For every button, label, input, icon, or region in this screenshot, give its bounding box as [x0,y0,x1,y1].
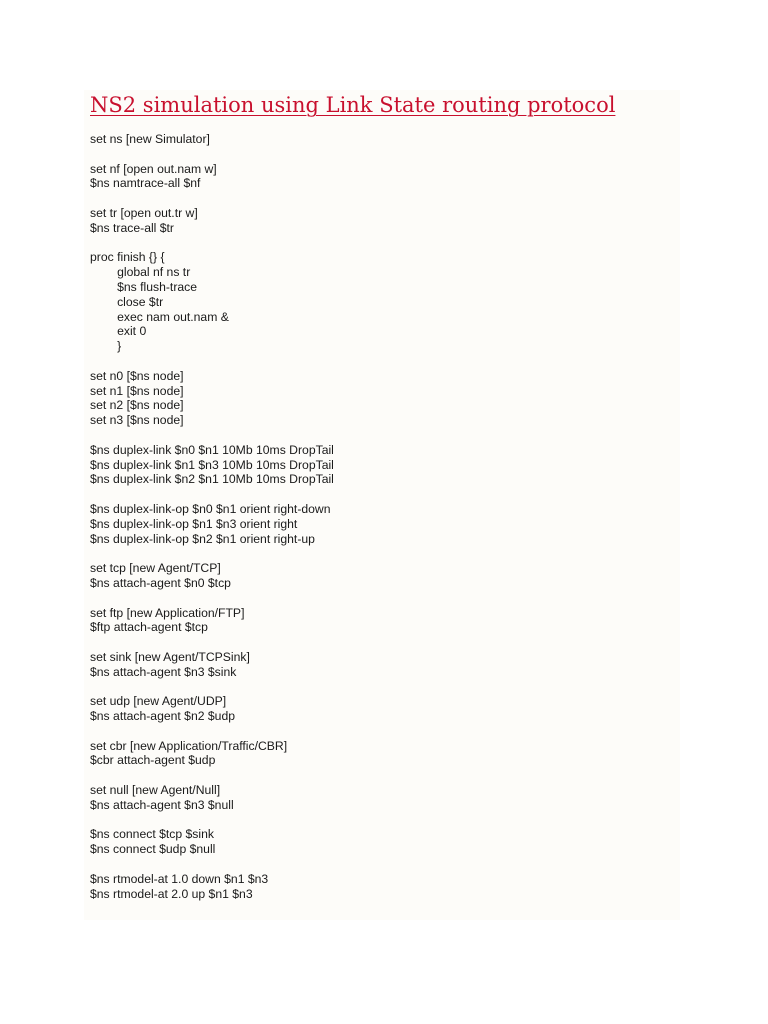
code-line: $ns duplex-link-op $n2 $n1 orient right-up [90,531,315,546]
blank-line [90,813,334,828]
blank-line [90,147,334,162]
code-line: } [90,339,122,354]
code-line: $ns attach-agent $n2 $udp [90,709,236,724]
blank-line [90,236,334,251]
code-line: $cbr attach-agent $udp [90,753,216,768]
blank-line [90,191,334,206]
blank-line [90,724,334,739]
code-line: set tr [open out.tr w] [90,205,198,220]
code-line: set n1 [$ns node] [90,383,184,398]
code-line: $ftp attach-agent $tcp [90,620,208,635]
blank-line [90,354,334,369]
code-line: set n0 [$ns node] [90,368,184,383]
code-block [90,132,334,901]
blank-line [90,768,334,783]
code-line: set n2 [$ns node] [90,398,184,413]
code-line: set n3 [$ns node] [90,413,184,428]
code-line: $ns attach-agent $n0 $tcp [90,575,231,590]
blank-line [90,428,334,443]
code-line: set ftp [new Application/FTP] [90,605,245,620]
code-line: global nf ns tr [90,265,191,280]
code-line: set nf [open out.nam w] [90,161,217,176]
code-line: $ns connect $udp $null [90,842,216,857]
code-line: exit 0 [90,324,147,339]
code-line: $ns duplex-link-op $n0 $n1 orient right-down [90,501,331,516]
code-line: $ns duplex-link-op $n1 $n3 orient right [90,516,298,531]
code-line: $ns duplex-link $n0 $n1 10Mb 10ms DropTail [90,442,334,457]
blank-line [90,591,334,606]
code-line: set ns [new Simulator] [90,132,210,146]
code-line: set tcp [new Agent/TCP] [90,561,221,576]
blank-line [90,546,334,561]
code-line: proc finish {} { [90,250,165,265]
code-line: $ns connect $tcp $sink [90,827,214,842]
page-title: NS2 simulation using Link State routing protocol [90,93,616,117]
code-line: set sink [new Agent/TCPSink] [90,649,250,664]
code-line: $ns trace-all $tr [90,220,174,235]
code-line: close $tr [90,294,164,309]
blank-line [90,857,334,872]
code-line: $ns rtmodel-at 1.0 down $n1 $n3 [90,871,269,886]
code-line: $ns attach-agent $n3 $sink [90,664,237,679]
blank-line [90,635,334,650]
code-line: set null [new Agent/Null] [90,783,221,798]
code-line: $ns flush-trace [90,279,198,294]
blank-line [90,487,334,502]
code-line: $ns duplex-link $n2 $n1 10Mb 10ms DropTail [90,472,334,487]
code-line: set udp [new Agent/UDP] [90,694,227,709]
code-line: exec nam out.nam & [90,309,229,324]
code-line: set cbr [new Application/Traffic/CBR] [90,738,288,753]
code-line: $ns rtmodel-at 2.0 up $n1 $n3 [90,886,253,901]
code-line: $ns namtrace-all $nf [90,176,201,191]
blank-line [90,679,334,694]
code-line: $ns duplex-link $n1 $n3 10Mb 10ms DropTail [90,457,334,472]
code-line: $ns attach-agent $n3 $null [90,797,234,812]
